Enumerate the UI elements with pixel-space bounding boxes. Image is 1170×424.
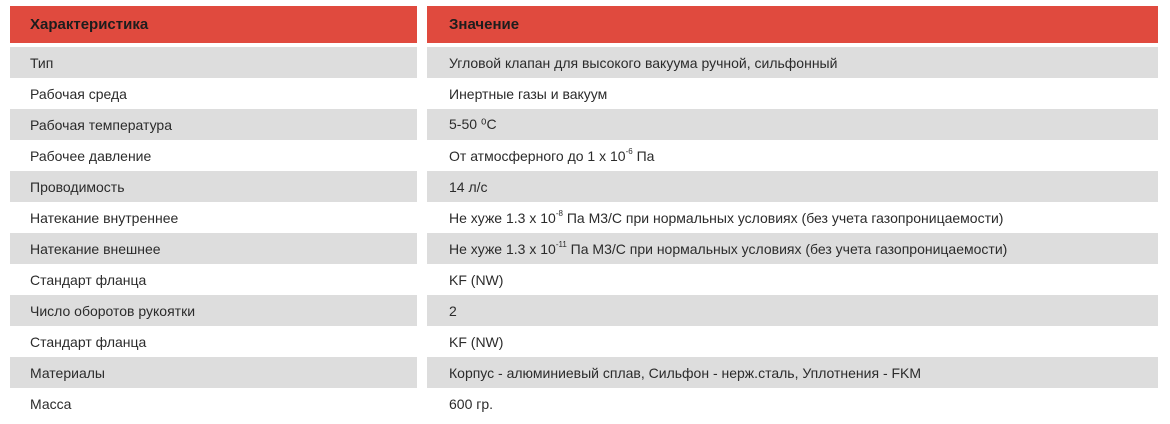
value-text: Не хуже 1.3 x 10 — [449, 209, 556, 226]
row-value: Корпус - алюминиевый сплав, Сильфон - нерж.сталь, Уплотнения - FKM — [427, 357, 1158, 388]
row-name: Проводимость — [10, 171, 417, 202]
row-value: KF (NW) — [427, 326, 1158, 357]
row-name: Натекание внутреннее — [10, 202, 417, 233]
row-value: 5-50 ⁰С — [427, 109, 1158, 140]
spec-table — [10, 6, 1160, 419]
row-name: Тип — [10, 47, 417, 78]
row-name: Стандарт фланца — [10, 264, 417, 295]
row-name: Рабочая температура — [10, 109, 417, 140]
row-value: KF (NW) — [427, 264, 1158, 295]
table-row — [10, 171, 1160, 202]
value-text: От атмосферного до 1 x 10 — [449, 147, 626, 164]
header-characteristic: Характеристика — [10, 6, 417, 43]
table-row — [10, 202, 1160, 233]
table-row — [10, 78, 1160, 109]
value-unit: Па М3/С при нормальных условиях (без учета газопроницаемости) — [566, 240, 1008, 257]
row-name: Рабочая среда — [10, 78, 417, 109]
row-value: Не хуже 1.3 x 10 $^{-11}$ Па М3/С при нормальных условиях (без учета газопроницаемости) — [427, 233, 1158, 264]
table-row — [10, 326, 1160, 357]
row-name: Натекание внешнее — [10, 233, 417, 264]
row-name: Число оборотов рукоятки — [10, 295, 417, 326]
table-row — [10, 388, 1160, 419]
row-value: 600 гр. — [427, 388, 1158, 419]
row-value: Инертные газы и вакуум — [427, 78, 1158, 109]
row-name: Материалы — [10, 357, 417, 388]
value-unit: Па — [632, 147, 655, 164]
value-unit: Па М3/С при нормальных условиях (без учета газопроницаемости) — [562, 209, 1004, 226]
table-row — [10, 357, 1160, 388]
table-row — [10, 47, 1160, 78]
header-value: Значение — [427, 6, 1158, 43]
row-name: Стандарт фланца — [10, 326, 417, 357]
row-value: Угловой клапан для высокого вакуума ручной, сильфонный — [427, 47, 1158, 78]
row-name: Масса — [10, 388, 417, 419]
table-row — [10, 140, 1160, 171]
table-row — [10, 233, 1160, 264]
table-row — [10, 109, 1160, 140]
row-value: От атмосферного до 1 x 10 $^{-6}$ Па — [427, 140, 1158, 171]
row-name: Рабочее давление — [10, 140, 417, 171]
value-text: Не хуже 1.3 x 10 — [449, 240, 556, 257]
row-value: 2 — [427, 295, 1158, 326]
table-row — [10, 264, 1160, 295]
table-row — [10, 295, 1160, 326]
table-header-row — [10, 6, 1160, 43]
row-value: Не хуже 1.3 x 10 $^{-8}$ Па М3/С при нормальных условиях (без учета газопроницаемости) — [427, 202, 1158, 233]
row-value: 14 л/с — [427, 171, 1158, 202]
